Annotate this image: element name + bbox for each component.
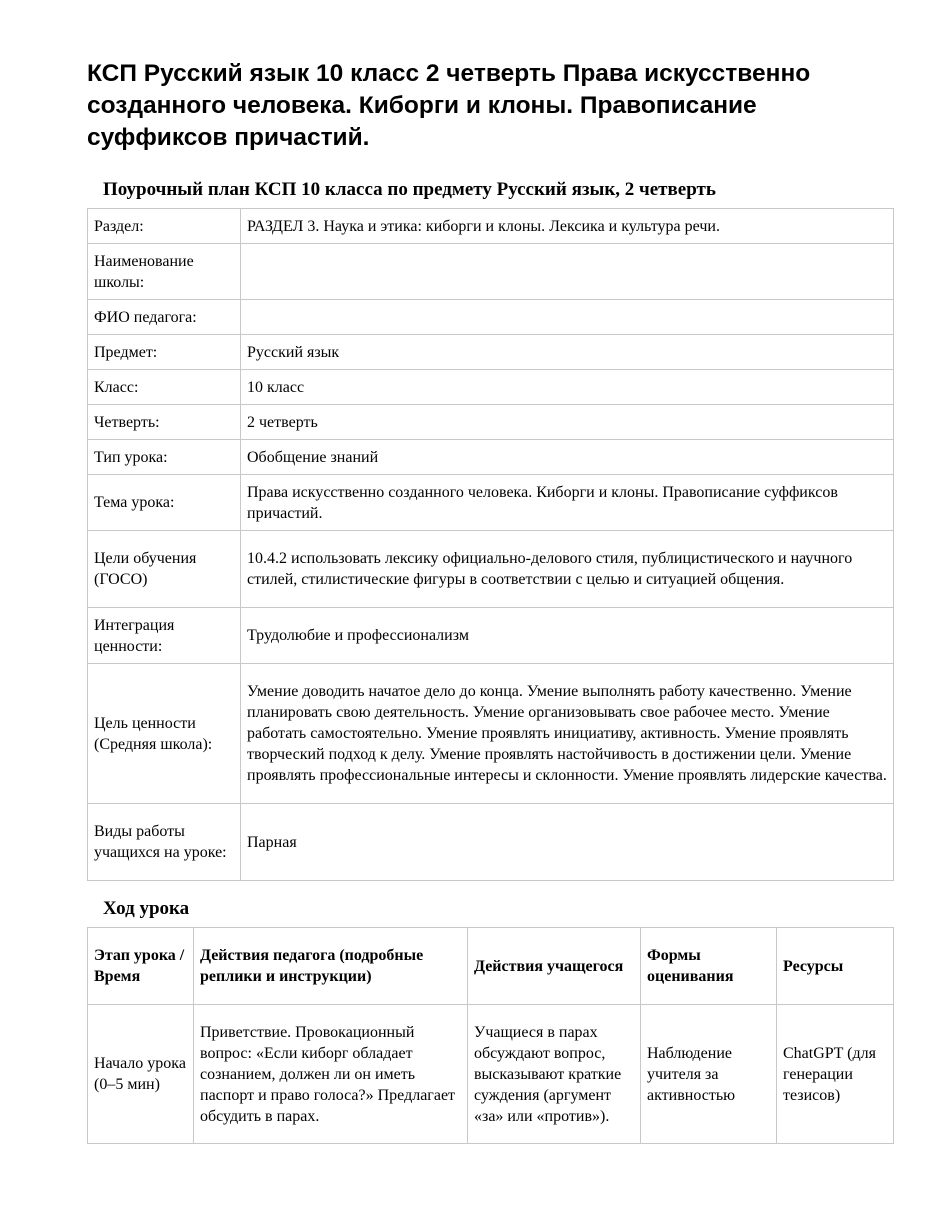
info-value: 10 класс — [241, 370, 894, 405]
info-row — [88, 804, 894, 881]
info-value: Умение доводить начатое дело до конца. Умение выполнять работу качественно. Умение планировать свою деятельность. Умение организовывать свое рабочее место. Умение работать самостоятельно. Умение проявлять инициативу, активность. Умение проявлять творческий подход к делу. Умение проявлять настойчивость в достижении цели. Умение проявлять профессиональные интересы и склонности. Умение проявлять лидерские качества. — [241, 664, 894, 804]
lesson-row — [88, 1005, 894, 1144]
document-page — [87, 58, 893, 1144]
info-label: Тип урока: — [88, 440, 241, 475]
info-value — [241, 244, 894, 300]
lesson-column-header: Этап урока / Время — [88, 928, 194, 1005]
lesson-column-header: Ресурсы — [777, 928, 894, 1005]
info-row — [88, 335, 894, 370]
info-row — [88, 440, 894, 475]
info-label: Цели обучения (ГОСО) — [88, 531, 241, 608]
lesson-cell-resources: ChatGPT (для генерации тезисов) — [777, 1005, 894, 1144]
lesson-column-header: Действия педагога (подробные реплики и инструкции) — [194, 928, 468, 1005]
lesson-cell-stage: Начало урока (0–5 мин) — [88, 1005, 194, 1144]
info-label: Раздел: — [88, 209, 241, 244]
info-row — [88, 664, 894, 804]
info-row — [88, 370, 894, 405]
info-value: Права искусственно созданного человека. Киборги и клоны. Правописание суффиксов причастий. — [241, 475, 894, 531]
info-row — [88, 405, 894, 440]
info-value: Трудолюбие и профессионализм — [241, 608, 894, 664]
info-label: Виды работы учащихся на уроке: — [88, 804, 241, 881]
lesson-header-row — [88, 928, 894, 1005]
plan-heading: Поурочный план КСП 10 класса по предмету Русский язык, 2 четверть — [103, 179, 716, 200]
info-label: Предмет: — [88, 335, 241, 370]
info-label: Наименование школы: — [88, 244, 241, 300]
info-row — [88, 209, 894, 244]
lesson-column-header: Действия учащегося — [468, 928, 641, 1005]
info-value: РАЗДЕЛ 3. Наука и этика: киборги и клоны. Лексика и культура речи. — [241, 209, 894, 244]
lesson-cell-student: Учащиеся в парах обсуждают вопрос, высказывают краткие суждения (аргумент «за» или «против»). — [468, 1005, 641, 1144]
info-label: Четверть: — [88, 405, 241, 440]
info-label: ФИО педагога: — [88, 300, 241, 335]
info-value — [241, 300, 894, 335]
info-value: 10.4.2 использовать лексику официально-делового стиля, публицистического и научного стилей, стилистические фигуры в соответствии с целью и ситуацией общения. — [241, 531, 894, 608]
info-value: Русский язык — [241, 335, 894, 370]
lesson-info-table — [87, 208, 894, 881]
info-row — [88, 244, 894, 300]
lesson-cell-assessment: Наблюдение учителя за активностью — [641, 1005, 777, 1144]
info-label: Интеграция ценности: — [88, 608, 241, 664]
info-label: Тема урока: — [88, 475, 241, 531]
info-label: Класс: — [88, 370, 241, 405]
lesson-cell-teacher: Приветствие. Провокационный вопрос: «Если киборг обладает сознанием, должен ли он иметь паспорт и право голоса?» Предлагает обсудить в парах. — [194, 1005, 468, 1144]
info-value: 2 четверть — [241, 405, 894, 440]
document-title: КСП Русский язык 10 класс 2 четверть Права искусственно созданного человека. Киборги и клоны. Правописание суффиксов причастий. — [87, 60, 811, 151]
info-row — [88, 300, 894, 335]
info-row — [88, 531, 894, 608]
info-value: Обобщение знаний — [241, 440, 894, 475]
info-value: Парная — [241, 804, 894, 881]
info-label: Цель ценности (Средняя школа): — [88, 664, 241, 804]
lesson-column-header: Формы оценивания — [641, 928, 777, 1005]
info-row — [88, 608, 894, 664]
lesson-heading: Ход урока — [103, 898, 190, 919]
info-row — [88, 475, 894, 531]
lesson-flow-table — [87, 927, 894, 1144]
